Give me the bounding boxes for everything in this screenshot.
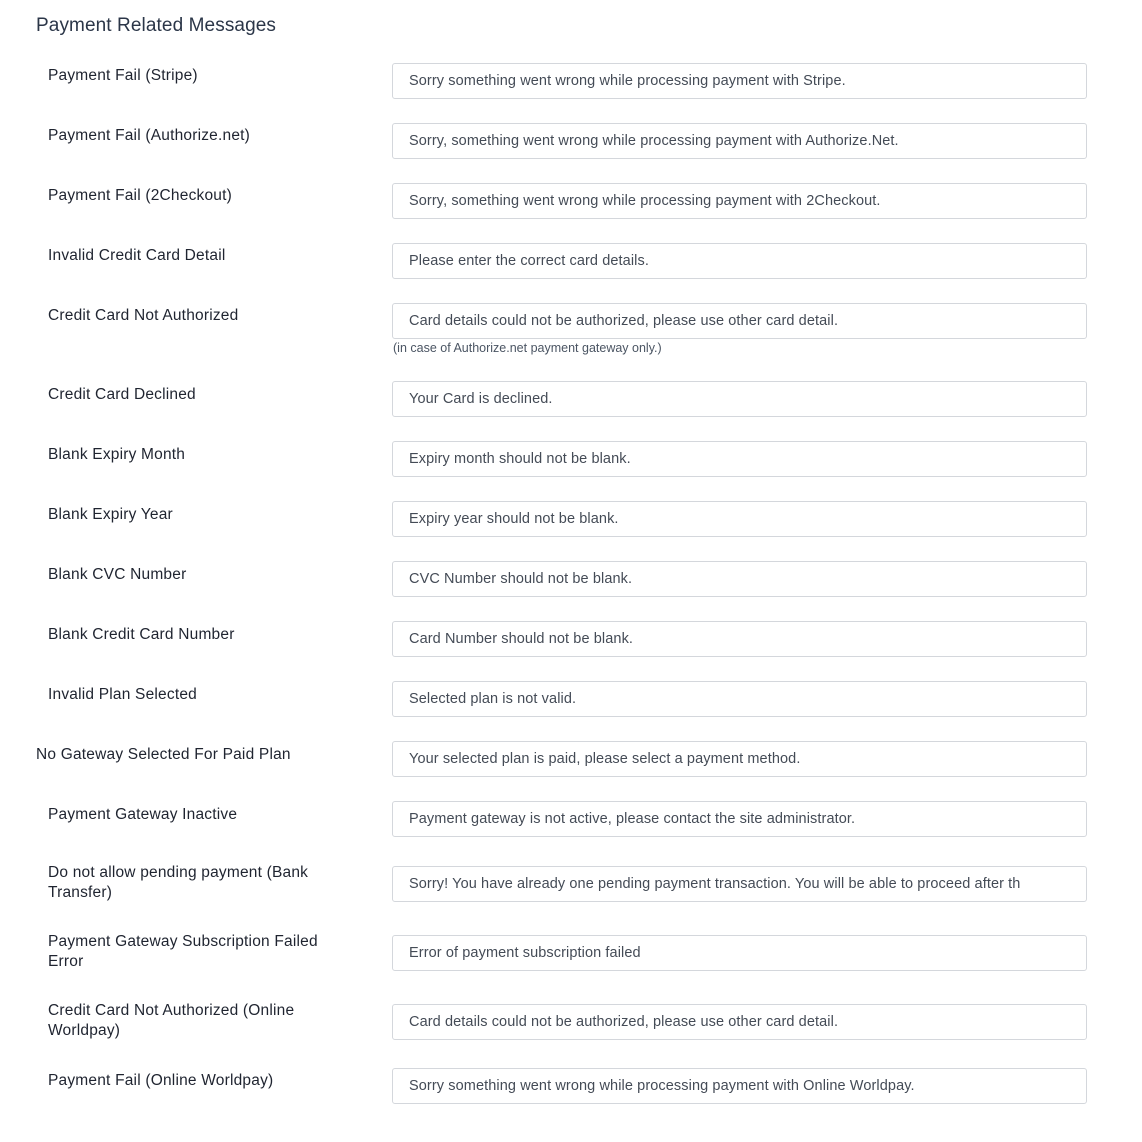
input-invalid-plan[interactable] <box>392 681 1087 717</box>
label-subscription-failed: Payment Gateway Subscription Failed Error <box>48 933 318 970</box>
label-worldpay-not-authorized: Credit Card Not Authorized (Online Worldpay) <box>48 1002 295 1039</box>
input-worldpay-not-authorized[interactable] <box>392 1004 1087 1040</box>
label-no-gateway-selected: No Gateway Selected For Paid Plan <box>36 746 291 763</box>
label-gateway-inactive: Payment Gateway Inactive <box>48 806 238 823</box>
label-card-declined: Credit Card Declined <box>48 386 196 403</box>
label-invalid-card-detail: Invalid Credit Card Detail <box>48 247 226 264</box>
input-subscription-failed[interactable] <box>392 935 1087 971</box>
input-blank-expiry-month[interactable] <box>392 441 1087 477</box>
label-blank-card-number: Blank Credit Card Number <box>48 626 235 643</box>
label-payment-fail-stripe: Payment Fail (Stripe) <box>48 67 198 84</box>
label-payment-fail-authorize: Payment Fail (Authorize.net) <box>48 127 251 144</box>
label-card-not-authorized: Credit Card Not Authorized <box>48 307 239 324</box>
input-payment-fail-stripe[interactable] <box>392 63 1087 99</box>
input-blank-card-number[interactable] <box>392 621 1087 657</box>
input-pending-payment[interactable] <box>392 866 1087 902</box>
section-title: Payment Related Messages <box>36 15 277 36</box>
label-worldpay-fail: Payment Fail (Online Worldpay) <box>48 1072 274 1089</box>
label-blank-expiry-year: Blank Expiry Year <box>48 506 173 523</box>
input-no-gateway-selected[interactable] <box>392 741 1087 777</box>
label-blank-cvc: Blank CVC Number <box>48 566 187 583</box>
label-invalid-plan: Invalid Plan Selected <box>48 686 197 703</box>
input-payment-fail-authorize[interactable] <box>392 123 1087 159</box>
label-pending-payment: Do not allow pending payment (Bank Transfer) <box>48 864 309 901</box>
input-payment-fail-2checkout[interactable] <box>392 183 1087 219</box>
help-text-authorize-only: (in case of Authorize.net payment gateway only.) <box>393 341 662 355</box>
input-worldpay-fail[interactable] <box>392 1068 1087 1104</box>
label-payment-fail-2checkout: Payment Fail (2Checkout) <box>48 187 232 204</box>
input-card-not-authorized[interactable] <box>392 303 1087 339</box>
label-blank-expiry-month: Blank Expiry Month <box>48 446 186 463</box>
input-card-declined[interactable] <box>392 381 1087 417</box>
input-blank-cvc[interactable] <box>392 561 1087 597</box>
input-invalid-card-detail[interactable] <box>392 243 1087 279</box>
input-gateway-inactive[interactable] <box>392 801 1087 837</box>
input-blank-expiry-year[interactable] <box>392 501 1087 537</box>
